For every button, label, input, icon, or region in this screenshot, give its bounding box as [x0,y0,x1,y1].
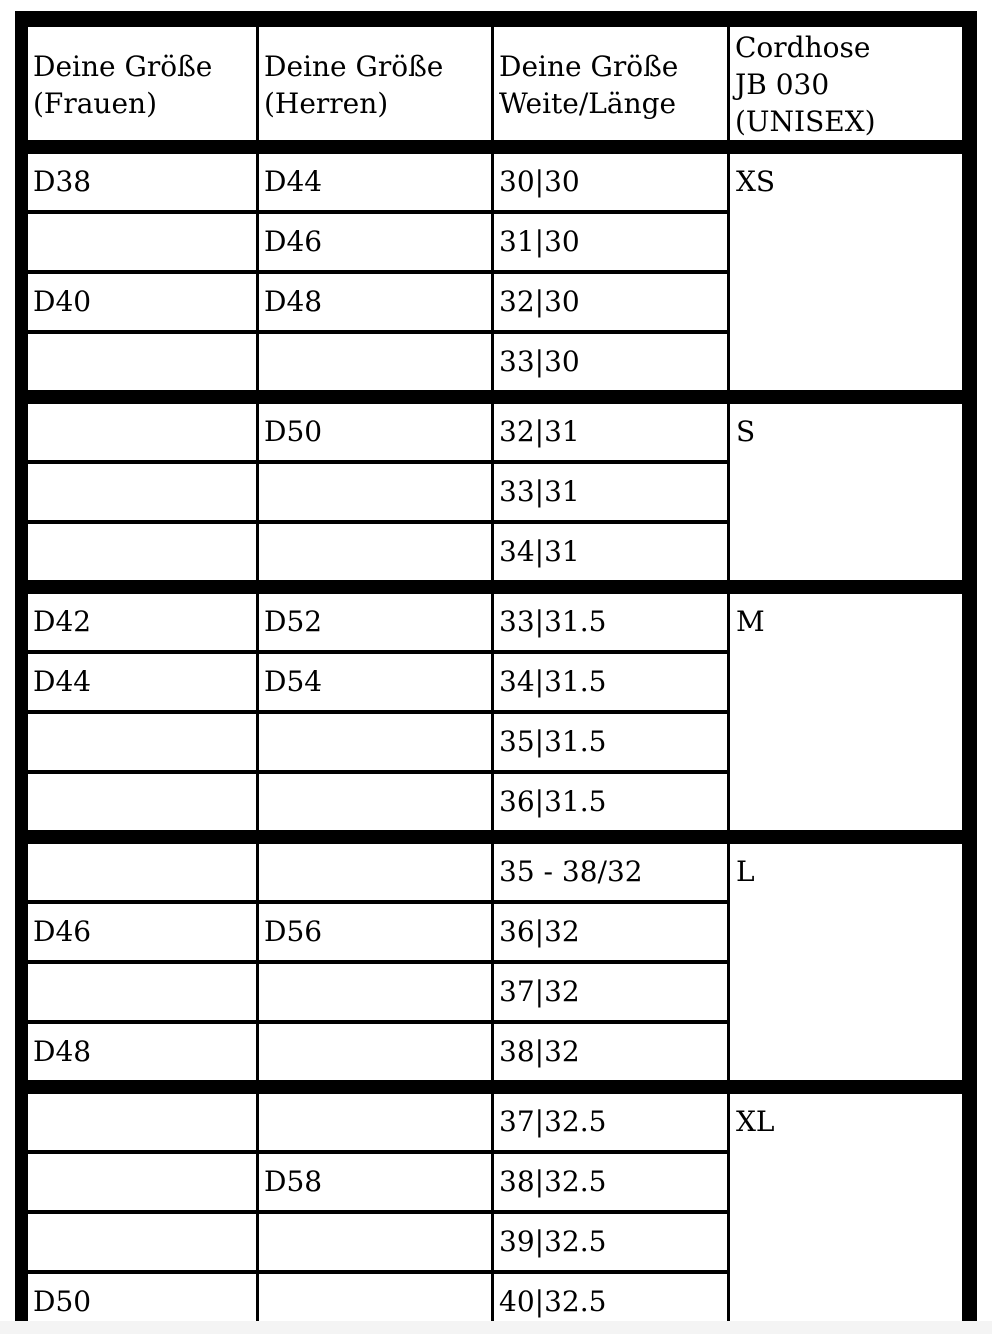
separator-band-segment [494,140,730,154]
herren-size-cell: D54 [259,654,494,714]
herren-size-cell [259,714,494,774]
herren-size-cell [259,334,494,390]
column-header-cordhose [730,27,962,140]
weite-laenge-cell: 35 - 38/32 [494,844,730,904]
top-border-band [28,11,962,27]
size-chart-table [28,11,962,1334]
footer-strip [0,1321,992,1334]
herren-size-cell [259,1214,494,1274]
frauen-size-cell [28,1214,259,1274]
weite-laenge-cell: 34|31.5 [494,654,730,714]
separator-band-segment [28,11,259,27]
weite-laenge-cell: 31|30 [494,214,730,274]
header-line: JB 030 (UNISEX) [735,68,876,138]
separator-band-segment [730,830,962,844]
frauen-size-cell [28,774,259,830]
separator-band-segment [494,11,730,27]
size-row [28,1094,962,1154]
unisex-size-label: L [730,844,962,1080]
header-line: (Frauen) [33,86,157,120]
weite-laenge-cell: 36|32 [494,904,730,964]
section-separator-band [28,140,962,154]
frauen-size-cell: D48 [28,1024,259,1080]
frauen-size-cell [28,334,259,390]
herren-size-cell: D58 [259,1154,494,1214]
frauen-size-cell [28,1154,259,1214]
herren-size-cell: D48 [259,274,494,334]
separator-band-segment [259,140,494,154]
size-row [28,404,962,464]
section-separator-band [28,390,962,404]
frauen-size-cell [28,714,259,774]
separator-band-segment [494,830,730,844]
frauen-size-cell [28,214,259,274]
weite-laenge-cell: 33|31 [494,464,730,524]
separator-band-segment [28,140,259,154]
frauen-size-cell: D44 [28,654,259,714]
separator-band-segment [28,580,259,594]
weite-laenge-cell: 38|32 [494,1024,730,1080]
header-line: Deine Größe [264,49,444,83]
frauen-size-cell [28,524,259,580]
frauen-size-cell: D40 [28,274,259,334]
header-row [28,27,962,140]
separator-band-segment [28,830,259,844]
separator-band-segment [730,140,962,154]
herren-size-cell [259,964,494,1024]
weite-laenge-cell: 40|32.5 [494,1274,730,1330]
frauen-size-cell [28,1094,259,1154]
frauen-size-cell [28,964,259,1024]
weite-laenge-cell: 38|32.5 [494,1154,730,1214]
separator-band-segment [494,580,730,594]
table-body [28,11,962,1334]
header-line: Cordhose [735,31,871,64]
weite-laenge-cell: 30|30 [494,154,730,214]
weite-laenge-cell: 37|32 [494,964,730,1024]
separator-band-segment [494,390,730,404]
weite-laenge-cell: 36|31.5 [494,774,730,830]
separator-band-segment [259,390,494,404]
weite-laenge-cell: 32|30 [494,274,730,334]
weite-laenge-cell: 33|31.5 [494,594,730,654]
separator-band-segment [259,11,494,27]
weite-laenge-cell: 37|32.5 [494,1094,730,1154]
separator-band-segment [259,1080,494,1094]
weite-laenge-cell: 39|32.5 [494,1214,730,1274]
weite-laenge-cell: 32|31 [494,404,730,464]
herren-size-cell: D52 [259,594,494,654]
size-row [28,844,962,904]
unisex-size-label: XS [730,154,962,390]
frauen-size-cell: D50 [28,1274,259,1330]
frauen-size-cell: D42 [28,594,259,654]
separator-band-segment [730,11,962,27]
header-line: Deine Größe [499,49,679,83]
herren-size-cell: D46 [259,214,494,274]
separator-band-segment [28,1080,259,1094]
frauen-size-cell: D38 [28,154,259,214]
frauen-size-cell [28,844,259,904]
separator-band-segment [730,390,962,404]
size-row [28,594,962,654]
unisex-size-label: S [730,404,962,580]
frauen-size-cell [28,464,259,524]
herren-size-cell [259,844,494,904]
herren-size-cell [259,1094,494,1154]
column-header-frauen [28,27,259,140]
separator-band-segment [259,830,494,844]
herren-size-cell [259,524,494,580]
size-chart-frame [15,11,977,1334]
size-row [28,154,962,214]
section-separator-band [28,1080,962,1094]
separator-band-segment [494,1080,730,1094]
header-line: Deine Größe [33,49,213,83]
header-line: Weite/Länge [499,86,677,120]
herren-size-cell [259,1024,494,1080]
herren-size-cell [259,774,494,830]
herren-size-cell: D50 [259,404,494,464]
herren-size-cell: D44 [259,154,494,214]
separator-band-segment [28,390,259,404]
section-separator-band [28,580,962,594]
herren-size-cell: D56 [259,904,494,964]
section-separator-band [28,830,962,844]
unisex-size-label: M [730,594,962,830]
frauen-size-cell: D46 [28,904,259,964]
header-line: (Herren) [264,86,389,120]
column-header-herren [259,27,494,140]
column-header-weite-laenge [494,27,730,140]
separator-band-segment [730,1080,962,1094]
weite-laenge-cell: 34|31 [494,524,730,580]
weite-laenge-cell: 35|31.5 [494,714,730,774]
separator-band-segment [259,580,494,594]
frauen-size-cell [28,404,259,464]
weite-laenge-cell: 33|30 [494,334,730,390]
herren-size-cell [259,464,494,524]
separator-band-segment [730,580,962,594]
unisex-size-label: XL [730,1094,962,1330]
